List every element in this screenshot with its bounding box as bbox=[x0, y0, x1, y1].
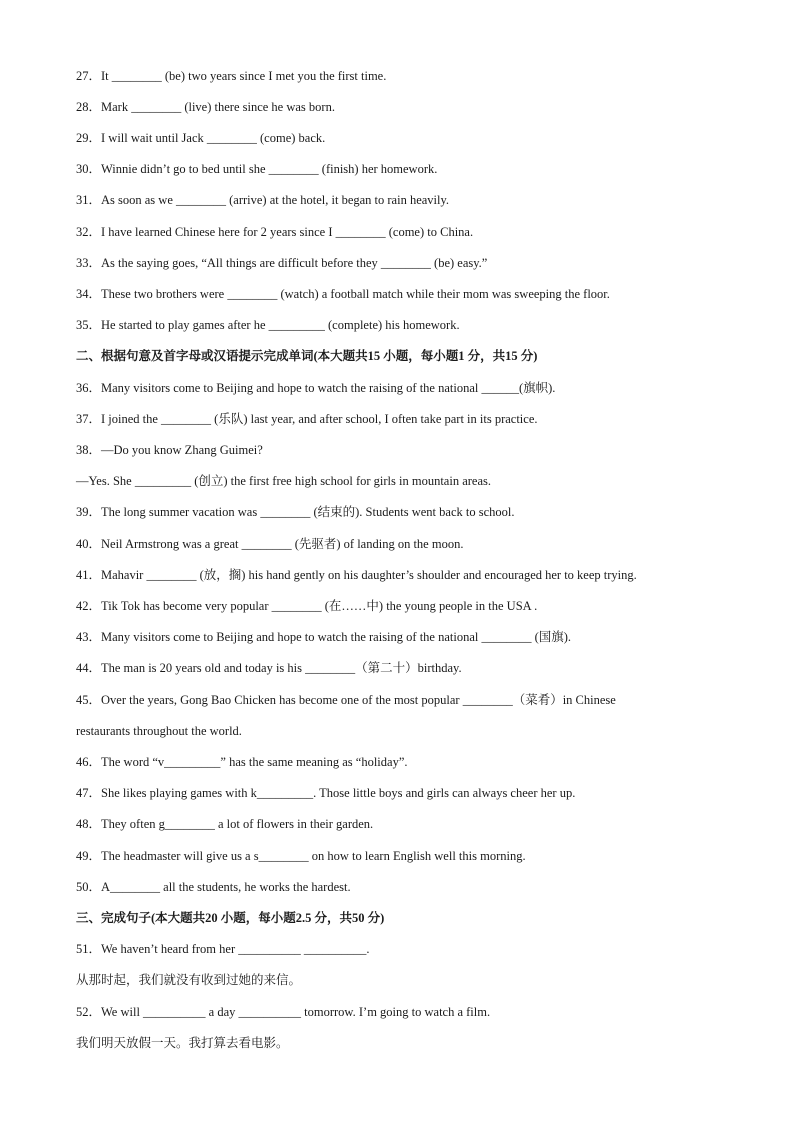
question-52-translation: 我们明天放假一天。我打算去看电影。 bbox=[76, 1036, 289, 1050]
question-32: 32．I have learned Chinese here for 2 years since I ________ (come) to China. bbox=[76, 225, 474, 239]
question-34: 34．These two brothers were ________ (watch) a football match while their mom was sweeping the floor. bbox=[76, 287, 610, 301]
question-36: 36．Many visitors come to Beijing and hope to watch the raising of the national ______(旗帜). bbox=[76, 381, 556, 395]
question-37: 37．I joined the ________ (乐队) last year, and after school, I often take part in its practice. bbox=[76, 412, 538, 426]
question-31: 31．As soon as we ________ (arrive) at the hotel, it began to rain heavily. bbox=[76, 193, 450, 207]
question-46: 46．The word “v_________” has the same meaning as “holiday”. bbox=[76, 755, 408, 769]
section-heading-2: 二、根据句意及首字母或汉语提示完成单词(本大题共15 小题，每小题1 分，共15 分) bbox=[76, 349, 538, 363]
question-33: 33．As the saying goes, “All things are difficult before they ________ (be) easy.” bbox=[76, 256, 488, 270]
question-41: 41．Mahavir ________ (放，搁) his hand gently on his daughter’s shoulder and encouraged her to keep trying. bbox=[76, 568, 637, 582]
question-38: 38．—Do you know Zhang Guimei? bbox=[76, 443, 263, 457]
question-50: 50．A________ all the students, he works the hardest. bbox=[76, 880, 351, 894]
question-51-translation: 从那时起，我们就没有收到过她的来信。 bbox=[76, 973, 302, 987]
question-28: 28．Mark ________ (live) there since he was born. bbox=[76, 100, 335, 114]
question-43: 43．Many visitors come to Beijing and hope to watch the raising of the national ________ (国旗). bbox=[76, 630, 572, 644]
question-29: 29．I will wait until Jack ________ (come) back. bbox=[76, 131, 326, 145]
question-45-continued: restaurants throughout the world. bbox=[76, 724, 242, 738]
question-49: 49．The headmaster will give us a s________ on how to learn English well this morning. bbox=[76, 849, 526, 863]
question-40: 40．Neil Armstrong was a great ________ (先驱者) of landing on the moon. bbox=[76, 537, 464, 551]
section-heading-3: 三、完成句子(本大题共20 小题，每小题2.5 分，共50 分) bbox=[76, 911, 385, 925]
question-27: 27．It ________ (be) two years since I met you the first time. bbox=[76, 69, 387, 83]
question-39: 39．The long summer vacation was ________ (结束的). Students went back to school. bbox=[76, 505, 515, 519]
question-51: 51．We haven’t heard from her __________ __________. bbox=[76, 942, 370, 956]
question-30: 30．Winnie didn’t go to bed until she ________ (finish) her homework. bbox=[76, 162, 438, 176]
question-47: 47．She likes playing games with k_________. Those little boys and girls can always cheer her up. bbox=[76, 786, 576, 800]
question-52: 52．We will __________ a day __________ tomorrow. I’m going to watch a film. bbox=[76, 1005, 491, 1019]
question-48: 48．They often g________ a lot of flowers in their garden. bbox=[76, 817, 374, 831]
question-38-reply: —Yes. She _________ (创立) the first free high school for girls in mountain areas. bbox=[76, 474, 491, 488]
question-35: 35．He started to play games after he _________ (complete) his homework. bbox=[76, 318, 460, 332]
question-42: 42．Tik Tok has become very popular ________ (在……中) the young people in the USA . bbox=[76, 599, 538, 613]
question-44: 44．The man is 20 years old and today is his ________（第二十）birthday. bbox=[76, 661, 462, 675]
question-45: 45．Over the years, Gong Bao Chicken has become one of the most popular ________（菜肴）in Chinese bbox=[76, 693, 616, 707]
